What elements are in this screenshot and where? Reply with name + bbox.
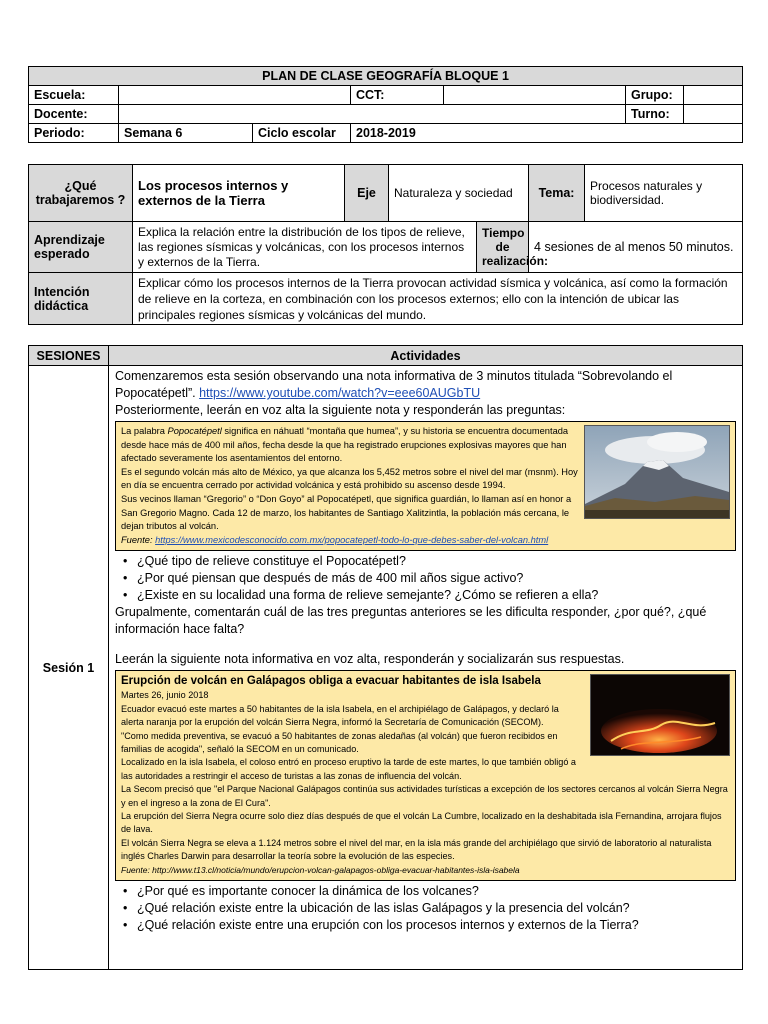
intencion-value: Explicar cómo los procesos internos de la Tierra provocan actividad sísmica y volcánica, así como la formación de relieve en la corteza, en combinación con los procesos externos; ello con la intención de ubicar las principales regiones sísmicas y volcánicas del mundo. bbox=[133, 273, 743, 325]
note1-p2: Es el segundo volcán más alto de México, ya que alcanza los 5,452 metros sobre el nivel del mar (msnm). Hoy en día se encuentra cerrado por actividad volcánica y está prohibido su ascenso desde 1994. bbox=[121, 466, 578, 491]
turno-value[interactable] bbox=[684, 105, 743, 124]
note1-p3: Sus vecinos llaman “Gregorio” o “Don Goyo” al Popocatépetl, que significa guardián, lo llaman así en honor a San Gregorio Magno. Cada 12 de marzo, los habitantes de Santiago Xalitzintla, la población más cercana, le dejan tributos al volcán. bbox=[121, 493, 572, 532]
col-sesiones: SESIONES bbox=[29, 346, 109, 366]
note1-p1a: La palabra bbox=[121, 426, 168, 436]
que-label: ¿Qué trabajaremos ? bbox=[29, 165, 133, 222]
intencion-label: Intención didáctica bbox=[29, 273, 133, 325]
aprendizaje-label: Aprendizaje esperado bbox=[29, 222, 133, 273]
escuela-value[interactable] bbox=[119, 86, 351, 105]
session-label: Sesión 1 bbox=[29, 366, 109, 970]
cct-value[interactable] bbox=[444, 86, 626, 105]
docente-value[interactable] bbox=[119, 105, 626, 124]
popocatepetl-note bbox=[115, 421, 736, 551]
note2-p6: El volcán Sierra Negra se eleva a 1.124 metros sobre el nivel del mar, en la isla más grande del archipiélago que sirvió de laboratorio al naturalista inglés Charles Darwin para desarrollar la teoría sobre la evolución de las especies. bbox=[121, 837, 712, 862]
activities-cell bbox=[109, 366, 743, 970]
video-link[interactable]: https://www.youtube.com/watch?v=eee60AUGbTU bbox=[199, 386, 481, 400]
eruption-image bbox=[590, 674, 730, 756]
note1-p1b: significa en náhuatl “montaña que humea”, y su historia se encuentra documentada desde hace más de 400 mil años, fecha desde la que ha registrado erupciones explosivas mayores que han afectado severamente los asentamientos del entorno. bbox=[121, 426, 569, 464]
grupo-label: Grupo: bbox=[626, 86, 684, 105]
galapagos-note bbox=[115, 670, 736, 881]
que-value: Los procesos internos y externos de la Tierra bbox=[133, 165, 345, 222]
question-item: • ¿Por qué es importante conocer la dinámica de los volcanes? bbox=[137, 883, 736, 900]
tiempo-value: 4 sesiones de al menos 50 minutos. bbox=[529, 222, 743, 273]
note1-p1em: Popocatépetl bbox=[167, 426, 222, 436]
periodo-value: Semana 6 bbox=[119, 124, 253, 143]
questions-list-1 bbox=[115, 553, 736, 604]
info-table bbox=[28, 164, 743, 325]
popocatepetl-image bbox=[584, 425, 730, 519]
note2-source: Fuente: http://www.t13.cl/noticia/mundo/erupcion-volcan-galapagos-obliga-evacuar-habitantes-isla-isabela bbox=[121, 864, 520, 875]
eje-label: Eje bbox=[345, 165, 389, 222]
note2-title: Erupción de volcán en Galápagos obliga a evacuar habitantes de isla Isabela bbox=[121, 675, 541, 688]
note2-p3: Localizado en la isla Isabela, el coloso entró en proceso eruptivo la tarde de este martes, lo que también obligó a las autoridades a restringir el acceso de turistas a las zonas de influencia del volcán. bbox=[121, 757, 576, 781]
note1-source-link[interactable]: https://www.mexicodesconocido.com.mx/popocatepetl-todo-lo-que-debes-saber-del-volcan.html bbox=[155, 534, 549, 545]
questions-list-2 bbox=[115, 883, 736, 934]
note2-p4: La Secom precisó que "el Parque Nacional Galápagos continúa sus actividades turísticas a excepción de los sectores cercanos al volcán Sierra Negra y en el ingreso a la zona de El Cura". bbox=[121, 784, 728, 808]
question-item: • ¿Qué tipo de relieve constituye el Popocatépetl? bbox=[137, 553, 736, 570]
plan-title: PLAN DE CLASE GEOGRAFÍA BLOQUE 1 bbox=[29, 67, 743, 86]
note1-source-label: Fuente: bbox=[121, 534, 156, 545]
note2-p5: La erupción del Sierra Negra ocurre solo diez días después de que el volcán La Cumbre, localizado en la deshabitada isla Fernandina, arrojara flujos de lava. bbox=[121, 811, 722, 835]
eje-value: Naturaleza y sociedad bbox=[389, 165, 529, 222]
note2-p2: "Como medida preventiva, se evacuó a 50 habitantes de zonas aledañas (al volcán) que fueron recibidos en familias de acogida", señaló la SECOM en un comunicado. bbox=[121, 730, 558, 754]
tema-value: Procesos naturales y biodiversidad. bbox=[585, 165, 743, 222]
periodo-label: Periodo: bbox=[29, 124, 119, 143]
col-actividades: Actividades bbox=[109, 346, 743, 366]
note2-p1: Ecuador evacuó este martes a 50 habitantes de la isla Isabela, en el archipiélago de Galápagos, y declaró la alerta naranja por la erupción del volcán Sierra Negra, informó la Secretaría de Comunicación (SECOM). bbox=[121, 703, 559, 728]
sessions-table bbox=[28, 345, 743, 970]
question-item: • ¿Qué relación existe entre una erupción con los procesos internos y externos de la Tierra? bbox=[137, 917, 736, 934]
ciclo-value: 2018-2019 bbox=[351, 124, 743, 143]
aprendizaje-value: Explica la relación entre la distribución de los tipos de relieve, las regiones sísmicas y volcánicas, con los procesos internos y externos de la Tierra. bbox=[133, 222, 477, 273]
grupo-value[interactable] bbox=[684, 86, 743, 105]
intro-text: Comenzaremos esta sesión observando una nota informativa de 3 minutos titulada “Sobrevolando el Popocatépetl”. bbox=[115, 369, 673, 400]
header-table bbox=[28, 66, 743, 143]
escuela-label: Escuela: bbox=[29, 86, 119, 105]
group-instruction: Grupalmente, comentarán cuál de las tres preguntas anteriores se les dificulta responder, ¿por qué?, ¿qué información hace falta? bbox=[115, 605, 707, 637]
turno-label: Turno: bbox=[626, 105, 684, 124]
ciclo-label: Ciclo escolar bbox=[253, 124, 351, 143]
tiempo-label: Tiempo de realización: bbox=[477, 222, 529, 273]
question-item: • ¿Por qué piensan que después de más de 400 mil años sigue activo? bbox=[137, 570, 736, 587]
question-item: • ¿Existe en su localidad una forma de relieve semejante? ¿Cómo se refieren a ella? bbox=[137, 587, 736, 604]
read-instruction: Posteriormente, leerán en voz alta la siguiente nota y responderán las preguntas: bbox=[115, 403, 566, 417]
note2-date: Martes 26, junio 2018 bbox=[121, 690, 209, 701]
cct-label: CCT: bbox=[351, 86, 444, 105]
read2-instruction: Leerán la siguiente nota informativa en voz alta, responderán y socializarán sus respuestas. bbox=[115, 652, 625, 667]
tema-label: Tema: bbox=[529, 165, 585, 222]
question-item: • ¿Qué relación existe entre la ubicación de las islas Galápagos y la presencia del volcán? bbox=[137, 900, 736, 917]
docente-label: Docente: bbox=[29, 105, 119, 124]
